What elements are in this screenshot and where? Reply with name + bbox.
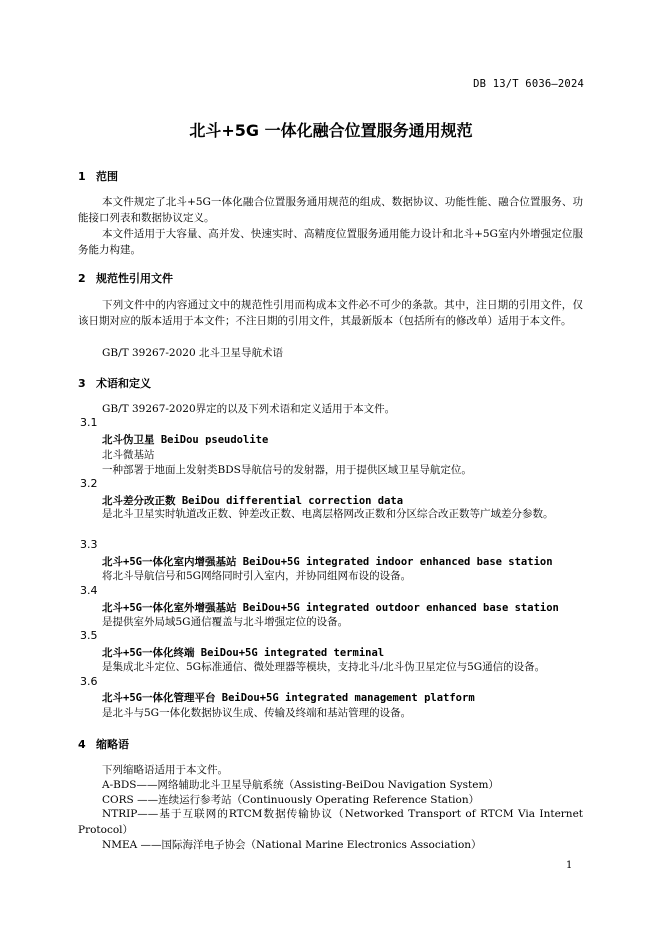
section-4-heading [78, 736, 129, 752]
section-title: 规范性引用文件 [96, 272, 173, 285]
section-title: 术语和定义 [96, 377, 151, 390]
section-title: 缩略语 [96, 738, 129, 751]
section-number: 2 [78, 272, 86, 285]
term-definition: 将北斗导航信号和5G网络同时引入室内，并协同组网布设的设备。 [102, 570, 412, 582]
section-1-heading [78, 168, 118, 184]
section-number: 1 [78, 170, 86, 183]
term-number: 3.6 [80, 675, 98, 688]
abbreviation-item: CORS ——连续运行参考站（Continuously Operating Reference Station） [102, 794, 480, 806]
term-number: 3.5 [80, 629, 98, 642]
section-number: 3 [78, 377, 86, 390]
term-title: 北斗+5G一体化室外增强基站 BeiDou+5G integrated outdoor enhanced base station [102, 602, 559, 614]
section-title: 范围 [96, 170, 118, 183]
normative-reference: GB/T 39267-2020 北斗卫星导航术语 [102, 347, 283, 359]
term-number: 3.4 [80, 584, 98, 597]
section-2-paragraph: 下列文件中的内容通过文中的规范性引用而构成本文件必不可少的条款。其中，注日期的引用文件，仅该日期对应的版本适用于本文件；不注日期的引用文件，其最新版本（包括所有的修改单）适用于本文件。 [78, 299, 583, 327]
section-3-heading [78, 375, 151, 391]
section-2-heading [78, 270, 173, 286]
section-1-paragraph-2: 本文件适用于大容量、高并发、快速实时、高精度位置服务通用能力设计和北斗+5G室内外增强定位服务能力构建。 [78, 228, 583, 256]
term-title: 北斗差分改正数 BeiDou differential correction data [102, 495, 404, 507]
standard-code: DB 13/T 6036—2024 [473, 78, 584, 90]
term-definition: 是集成北斗定位、5G标准通信、微处理器等模块，支持北斗/北斗伪卫星定位与5G通信的设备。 [102, 661, 546, 673]
abbreviation-item: A-BDS——网络辅助北斗卫星导航系统（Assisting-BeiDou Navigation System） [102, 779, 499, 791]
term-number: 3.3 [80, 538, 98, 551]
term-title: 北斗+5G一体化管理平台 BeiDou+5G integrated management platform [102, 692, 475, 704]
term-definition: 是北斗与5G一体化数据协议生成、传输及终端和基站管理的设备。 [102, 707, 412, 719]
term-title: 北斗伪卫星 BeiDou pseudolite [102, 434, 269, 446]
page-number: 1 [566, 860, 573, 871]
document-title: 北斗+5G 一体化融合位置服务通用规范 [189, 121, 473, 140]
term-definition: 是北斗卫星实时轨道改正数、钟差改正数、电离层格网改正数和分区综合改正数等广域差分参数。 [102, 508, 554, 520]
term-number: 3.2 [80, 477, 98, 490]
section-4-intro: 下列缩略语适用于本文件。 [102, 764, 228, 776]
abbreviation-item: NMEA ——国际海洋电子协会（National Marine Electronics Association） [102, 839, 482, 851]
section-1-paragraph-1: 本文件规定了北斗+5G一体化融合位置服务通用规范的组成、数据协议、功能性能、融合位置服务、功能接口列表和数据协议定义。 [78, 196, 583, 224]
section-3-intro: GB/T 39267-2020界定的以及下列术语和定义适用于本文件。 [102, 403, 396, 415]
abbreviation-item: NTRIP——基于互联网的RTCM数据传输协议（Networked Transport of RTCM Via Internet Protocol） [78, 808, 583, 836]
term-definition: 是提供室外局域5G通信覆盖与北斗增强定位的设备。 [102, 616, 349, 628]
term-title: 北斗+5G一体化室内增强基站 BeiDou+5G integrated indoor enhanced base station [102, 556, 553, 568]
section-number: 4 [78, 738, 86, 751]
term-definition: 一种部署于地面上发射类BDS导航信号的发射器，用于提供区域卫星导航定位。 [102, 464, 472, 476]
term-title: 北斗+5G一体化终端 BeiDou+5G integrated terminal [102, 647, 385, 659]
term-alternative: 北斗微基站 [102, 449, 155, 461]
term-number: 3.1 [80, 416, 98, 429]
